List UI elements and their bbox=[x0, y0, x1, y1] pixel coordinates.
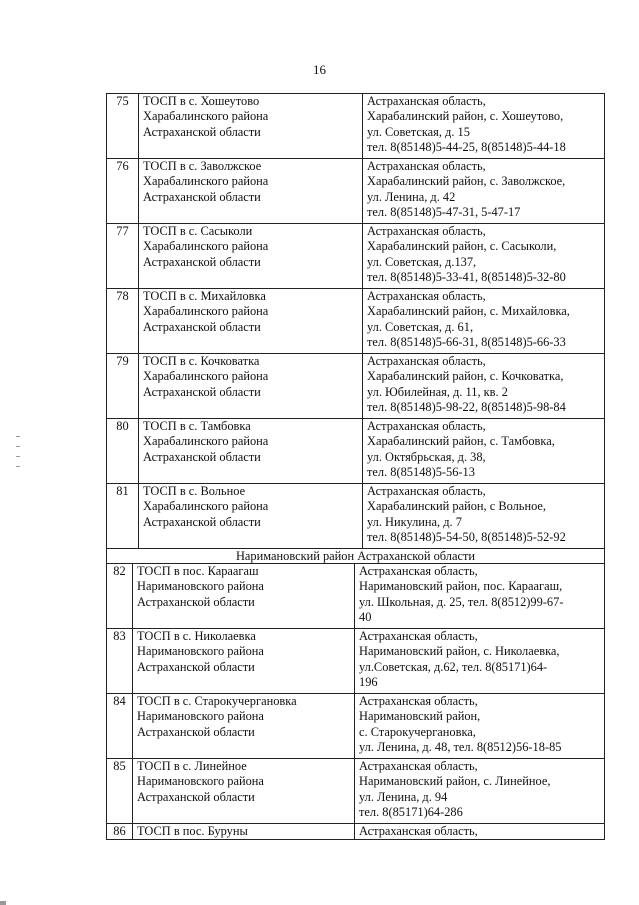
office-name-line: Астраханской области bbox=[137, 724, 255, 739]
table-row bbox=[107, 159, 605, 224]
office-address-cell bbox=[363, 484, 605, 549]
office-name-line: ТОСП в с. Хошеутово bbox=[143, 94, 260, 108]
office-address-line: Астраханская область, bbox=[359, 564, 478, 578]
office-address-line: Астраханская область, bbox=[359, 824, 478, 838]
office-address-line: Астраханская область, bbox=[367, 159, 486, 173]
office-name-line: ТОСП в с. Михайловка bbox=[143, 289, 266, 303]
office-name-line: Харабалинского района bbox=[143, 499, 269, 514]
office-address-line: ул. Советская, д. 15 bbox=[367, 124, 470, 139]
office-name-line: Харабалинского района bbox=[143, 109, 269, 124]
office-address-cell bbox=[355, 564, 605, 629]
office-address-line: тел. 8(85148)5-47-31, 5-47-17 bbox=[367, 205, 521, 220]
row-number: 84 bbox=[107, 694, 133, 759]
office-address-line: Наримановский район, пос. Караагаш, bbox=[359, 579, 563, 594]
office-name-cell bbox=[139, 289, 363, 354]
office-address-cell bbox=[355, 759, 605, 824]
table-row bbox=[107, 419, 605, 484]
office-address-line: Харабалинский район, с. Тамбовка, bbox=[367, 434, 555, 449]
office-address-line: 196 bbox=[359, 675, 378, 690]
office-address-line: ул. Советская, д.137, bbox=[367, 254, 477, 269]
office-address-line: тел. 8(85148)5-33-41, 8(85148)5-32-80 bbox=[367, 270, 566, 285]
row-number: 85 bbox=[107, 759, 133, 824]
office-address-line: ул. Никулина, д. 7 bbox=[367, 514, 462, 529]
office-name-line: Астраханской области bbox=[143, 449, 261, 464]
office-name-line: Астраханской области bbox=[143, 319, 261, 334]
office-name-line: ТОСП в с. Николаевка bbox=[137, 629, 256, 643]
office-address-line: 40 bbox=[359, 610, 372, 625]
office-address-cell bbox=[355, 694, 605, 759]
office-address-line: тел. 8(85148)5-44-25, 8(85148)5-44-18 bbox=[367, 140, 566, 155]
office-address-cell bbox=[363, 224, 605, 289]
office-address-cell bbox=[363, 289, 605, 354]
office-name-cell bbox=[133, 564, 355, 629]
office-address-line: тел. 8(85171)64-286 bbox=[359, 805, 463, 820]
office-name-line: Астраханской области bbox=[143, 514, 261, 529]
office-name-cell bbox=[139, 159, 363, 224]
office-name-line: ТОСП в с. Вольное bbox=[143, 484, 246, 498]
office-address-line: Астраханская область, bbox=[367, 484, 486, 498]
office-address-line: тел. 8(85148)5-54-50, 8(85148)5-52-92 bbox=[367, 530, 566, 545]
row-number: 86 bbox=[107, 824, 133, 840]
table-row bbox=[107, 629, 605, 694]
office-name-line: ТОСП в с. Старокучергановка bbox=[137, 694, 297, 708]
table-row bbox=[107, 694, 605, 759]
table-row bbox=[107, 94, 605, 159]
office-address-line: Харабалинский район, с. Кочковатка, bbox=[367, 369, 564, 384]
office-name-line: Астраханской области bbox=[143, 124, 261, 139]
office-name-cell bbox=[133, 629, 355, 694]
scan-corner-mark bbox=[0, 901, 6, 905]
table-row bbox=[107, 759, 605, 824]
office-address-line: Харабалинский район, с. Хошеутово, bbox=[367, 109, 564, 124]
office-address-line: Астраханская область, bbox=[359, 759, 478, 773]
row-number: 79 bbox=[107, 354, 139, 419]
office-address-line: ул.Советская, д.62, тел. 8(85171)64- bbox=[359, 659, 548, 674]
office-address-line: Астраханская область, bbox=[367, 94, 486, 108]
office-name-cell bbox=[139, 224, 363, 289]
office-name-line: Астраханской области bbox=[137, 659, 255, 674]
office-address-line: тел. 8(85148)5-66-31, 8(85148)5-66-33 bbox=[367, 335, 566, 350]
row-number: 83 bbox=[107, 629, 133, 694]
office-name-cell bbox=[133, 759, 355, 824]
row-number: 80 bbox=[107, 419, 139, 484]
office-address-line: Астраханская область, bbox=[367, 354, 486, 368]
section-heading-row bbox=[107, 549, 605, 564]
office-name-cell bbox=[139, 484, 363, 549]
section-heading: Наримановский район Астраханской области bbox=[107, 549, 605, 564]
office-name-line: Харабалинского района bbox=[143, 304, 269, 319]
office-name-cell bbox=[139, 419, 363, 484]
office-name-cell bbox=[133, 694, 355, 759]
office-name-line: ТОСП в с. Линейное bbox=[137, 759, 247, 773]
office-name-line: Астраханской области bbox=[137, 789, 255, 804]
office-address-line: ул. Ленина, д. 42 bbox=[367, 189, 456, 204]
table-row bbox=[107, 289, 605, 354]
office-address-line: Наримановский район, с. Николаевка, bbox=[359, 644, 560, 659]
office-address-line: ул. Юбилейная, д. 11, кв. 2 bbox=[367, 384, 508, 399]
document-tables bbox=[106, 93, 604, 840]
office-name-line: Наримановского района bbox=[137, 709, 264, 724]
office-address-line: Харабалинский район, с. Сасыколи, bbox=[367, 239, 557, 254]
row-number: 78 bbox=[107, 289, 139, 354]
office-address-line: тел. 8(85148)5-56-13 bbox=[367, 465, 475, 480]
table-row bbox=[107, 224, 605, 289]
row-number: 82 bbox=[107, 564, 133, 629]
office-name-line: Астраханской области bbox=[143, 254, 261, 269]
office-name-cell bbox=[133, 824, 355, 840]
office-address-line: Астраханская область, bbox=[359, 694, 478, 708]
office-name-line: Наримановского района bbox=[137, 774, 264, 789]
office-address-cell bbox=[355, 629, 605, 694]
row-number: 76 bbox=[107, 159, 139, 224]
office-name-line: Астраханской области bbox=[143, 189, 261, 204]
table-row bbox=[107, 564, 605, 629]
office-name-line: ТОСП в с. Тамбовка bbox=[143, 419, 251, 433]
office-address-line: Астраханская область, bbox=[367, 289, 486, 303]
office-name-line: Харабалинского района bbox=[143, 434, 269, 449]
office-address-line: Харабалинский район, с Вольное, bbox=[367, 499, 547, 514]
narimanov-table bbox=[106, 548, 605, 840]
office-address-cell bbox=[363, 354, 605, 419]
office-address-line: Астраханская область, bbox=[359, 629, 478, 643]
margin-marks bbox=[16, 436, 20, 476]
row-number: 75 bbox=[107, 94, 139, 159]
office-address-line: с. Старокучергановка, bbox=[359, 724, 476, 739]
office-name-line: Харабалинского района bbox=[143, 239, 269, 254]
office-name-line: Астраханской области bbox=[137, 594, 255, 609]
office-name-line: ТОСП в пос. Буруны bbox=[137, 824, 248, 838]
office-name-line: ТОСП в с. Кочковатка bbox=[143, 354, 260, 368]
office-name-line: Наримановского района bbox=[137, 579, 264, 594]
office-name-line: ТОСП в с. Сасыколи bbox=[143, 224, 253, 238]
office-name-line: ТОСП в с. Заволжское bbox=[143, 159, 262, 173]
office-name-cell bbox=[139, 354, 363, 419]
office-address-line: ул. Советская, д. 61, bbox=[367, 319, 474, 334]
office-address-cell bbox=[363, 419, 605, 484]
row-number: 81 bbox=[107, 484, 139, 549]
table-row bbox=[107, 824, 605, 840]
office-name-line: Астраханской области bbox=[143, 384, 261, 399]
office-address-line: Астраханская область, bbox=[367, 224, 486, 238]
office-address-line: Наримановский район, bbox=[359, 709, 481, 724]
office-address-line: Наримановский район, с. Линейное, bbox=[359, 774, 551, 789]
kharabali-table bbox=[106, 93, 605, 549]
page-number: 16 bbox=[313, 62, 326, 77]
office-address-cell bbox=[355, 824, 605, 840]
table-row bbox=[107, 354, 605, 419]
office-address-line: Харабалинский район, с. Михайловка, bbox=[367, 304, 570, 319]
office-name-line: ТОСП в пос. Караагаш bbox=[137, 564, 259, 578]
office-name-line: Наримановского района bbox=[137, 644, 264, 659]
row-number: 77 bbox=[107, 224, 139, 289]
office-address-line: ул. Октябрьская, д. 38, bbox=[367, 449, 486, 464]
office-name-line: Харабалинского района bbox=[143, 369, 269, 384]
table-row bbox=[107, 484, 605, 549]
office-name-line: Харабалинского района bbox=[143, 174, 269, 189]
office-address-cell bbox=[363, 94, 605, 159]
office-address-line: Харабалинский район, с. Заволжское, bbox=[367, 174, 566, 189]
office-address-line: ул. Ленина, д. 48, тел. 8(8512)56-18-85 bbox=[359, 740, 562, 755]
office-address-line: Астраханская область, bbox=[367, 419, 486, 433]
office-address-line: ул. Ленина, д. 94 bbox=[359, 789, 448, 804]
office-address-line: ул. Школьная, д. 25, тел. 8(8512)99-67- bbox=[359, 594, 564, 609]
office-address-line: тел. 8(85148)5-98-22, 8(85148)5-98-84 bbox=[367, 400, 566, 415]
office-name-cell bbox=[139, 94, 363, 159]
office-address-cell bbox=[363, 159, 605, 224]
